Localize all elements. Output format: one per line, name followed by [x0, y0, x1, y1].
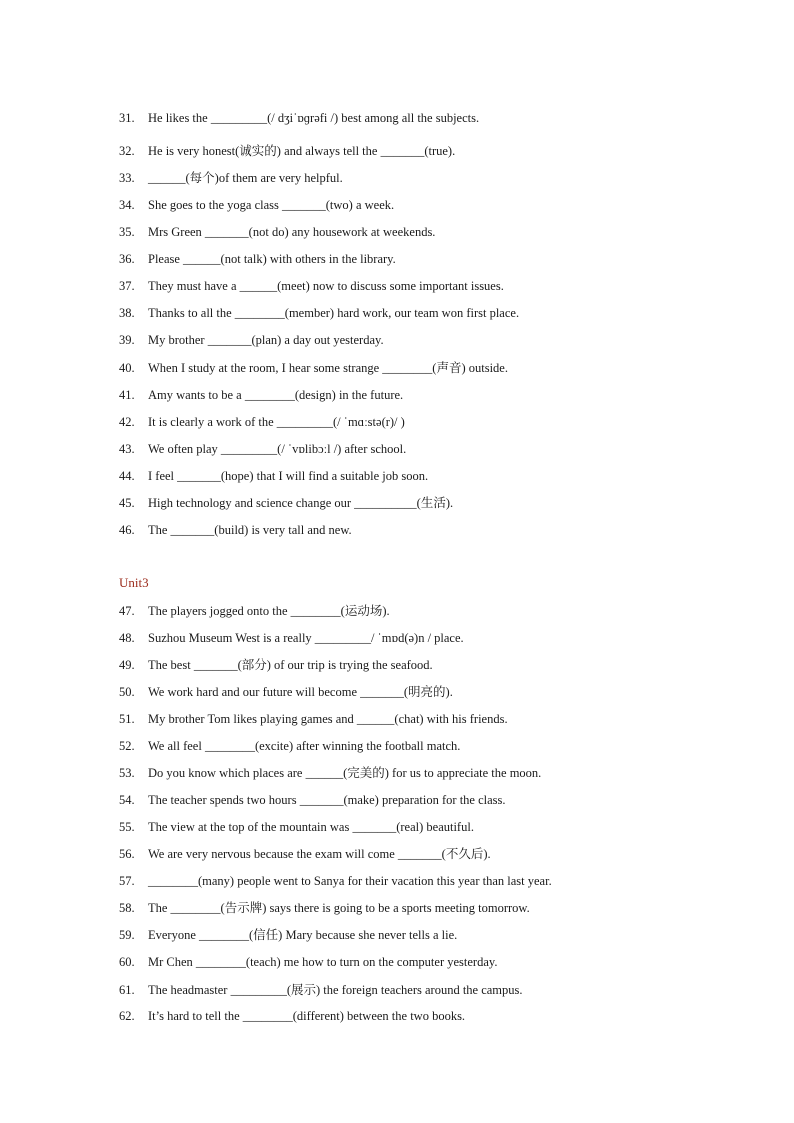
exercise-item-32 — [119, 141, 759, 161]
item-number: 43. — [119, 442, 135, 456]
item-number: 46. — [119, 523, 135, 537]
item-text: She goes to the yoga class _______(two) a week. — [148, 198, 395, 212]
item-number: 40. — [119, 361, 135, 375]
item-text: The teacher spends two hours _______(make) preparation for the class. — [148, 793, 506, 807]
exercise-item-36 — [119, 249, 759, 269]
exercise-item-52 — [119, 736, 759, 756]
exercise-item-44 — [119, 466, 759, 486]
item-text: We are very nervous because the exam will come _______(不久后). — [148, 847, 491, 861]
item-number: 38. — [119, 306, 135, 320]
exercise-item-41 — [119, 385, 759, 405]
item-text: The best _______(部分) of our trip is trying the seafood. — [148, 658, 433, 672]
exercise-item-40 — [119, 358, 759, 378]
item-text: My brother Tom likes playing games and ______(chat) with his friends. — [148, 712, 508, 726]
exercise-item-50 — [119, 682, 759, 702]
item-text: Please ______(not talk) with others in the library. — [148, 252, 396, 266]
item-number: 32. — [119, 144, 135, 158]
exercise-item-56 — [119, 844, 759, 864]
item-number: 60. — [119, 955, 135, 969]
item-number: 47. — [119, 604, 135, 618]
exercise-item-42 — [119, 412, 759, 432]
item-text: It’s hard to tell the ________(different) between the two books. — [148, 1009, 466, 1023]
item-text: Mr Chen ________(teach) me how to turn on the computer yesterday. — [148, 955, 498, 969]
item-number: 53. — [119, 766, 135, 780]
item-number: 35. — [119, 225, 135, 239]
item-text: The _______(build) is very tall and new. — [148, 523, 352, 537]
exercise-item-47 — [119, 601, 759, 621]
item-text: Thanks to all the ________(member) hard work, our team won first place. — [148, 306, 520, 320]
exercise-item-60 — [119, 952, 759, 972]
exercise-item-57 — [119, 871, 759, 891]
exercise-item-62 — [119, 1006, 759, 1026]
item-number: 45. — [119, 496, 135, 510]
exercise-item-43 — [119, 439, 759, 459]
exercise-item-31 — [119, 108, 759, 128]
item-text: I feel _______(hope) that I will find a suitable job soon. — [148, 469, 429, 483]
item-number: 50. — [119, 685, 135, 699]
item-number: 37. — [119, 279, 135, 293]
exercise-item-39 — [119, 330, 759, 350]
item-number: 42. — [119, 415, 135, 429]
item-text: We often play _________(/ ˈvɒlibɔːl /) after school. — [148, 442, 407, 456]
exercise-item-38 — [119, 303, 759, 323]
exercise-item-48 — [119, 628, 759, 648]
exercise-item-49 — [119, 655, 759, 675]
item-text: We work hard and our future will become _______(明亮的). — [148, 685, 453, 699]
exercise-item-34 — [119, 195, 759, 215]
item-text: It is clearly a work of the _________(/ ˈmɑːstə(r)/ ) — [148, 415, 405, 429]
exercise-item-51 — [119, 709, 759, 729]
item-text: My brother _______(plan) a day out yesterday. — [148, 333, 384, 347]
exercise-item-35 — [119, 222, 759, 242]
unit-heading: Unit3 — [119, 575, 149, 590]
exercise-item-46 — [119, 520, 759, 540]
item-number: 62. — [119, 1009, 135, 1023]
item-number: 52. — [119, 739, 135, 753]
item-text: High technology and science change our __________(生活). — [148, 496, 454, 510]
item-number: 56. — [119, 847, 135, 861]
item-number: 49. — [119, 658, 135, 672]
exercise-item-59 — [119, 925, 759, 945]
item-number: 61. — [119, 983, 135, 997]
item-text: He is very honest(诚实的) and always tell the _______(true). — [148, 144, 456, 158]
item-number: 34. — [119, 198, 135, 212]
exercise-item-33 — [119, 168, 759, 188]
item-number: 51. — [119, 712, 135, 726]
item-text: He likes the _________(/ dʒiˈɒɡrəfi /) best among all the subjects. — [148, 111, 480, 125]
item-text: The view at the top of the mountain was _______(real) beautiful. — [148, 820, 474, 834]
item-text: The ________(告示牌) says there is going to be a sports meeting tomorrow. — [148, 901, 530, 915]
item-number: 39. — [119, 333, 135, 347]
item-text: Everyone ________(信任) Mary because she never tells a lie. — [148, 928, 458, 942]
item-number: 57. — [119, 874, 135, 888]
item-number: 48. — [119, 631, 135, 645]
exercise-item-37 — [119, 276, 759, 296]
item-number: 55. — [119, 820, 135, 834]
item-number: 33. — [119, 171, 135, 185]
item-number: 36. — [119, 252, 135, 266]
exercise-item-58 — [119, 898, 759, 918]
item-text: They must have a ______(meet) now to discuss some important issues. — [148, 279, 504, 293]
exercise-item-61 — [119, 980, 759, 1000]
item-text: The headmaster _________(展示) the foreign teachers around the campus. — [148, 983, 523, 997]
item-number: 59. — [119, 928, 135, 942]
item-text: We all feel ________(excite) after winning the football match. — [148, 739, 461, 753]
item-text: ______(每个)of them are very helpful. — [148, 171, 343, 185]
item-text: The players jogged onto the ________(运动场). — [148, 604, 390, 618]
item-text: Mrs Green _______(not do) any housework at weekends. — [148, 225, 436, 239]
item-number: 54. — [119, 793, 135, 807]
exercise-item-55 — [119, 817, 759, 837]
item-text: When I study at the room, I hear some strange ________(声音) outside. — [148, 361, 508, 375]
item-text: ________(many) people went to Sanya for their vacation this year than last year. — [148, 874, 552, 888]
item-text: Do you know which places are ______(完美的) for us to appreciate the moon. — [148, 766, 542, 780]
item-number: 44. — [119, 469, 135, 483]
item-text: Amy wants to be a ________(design) in the future. — [148, 388, 404, 402]
item-number: 58. — [119, 901, 135, 915]
item-number: 31. — [119, 111, 135, 125]
exercise-item-53 — [119, 763, 759, 783]
exercise-item-54 — [119, 790, 759, 810]
item-number: 41. — [119, 388, 135, 402]
item-text: Suzhou Museum West is a really _________/ ˈmɒd(ə)n / place. — [148, 631, 464, 645]
exercise-item-45 — [119, 493, 759, 513]
